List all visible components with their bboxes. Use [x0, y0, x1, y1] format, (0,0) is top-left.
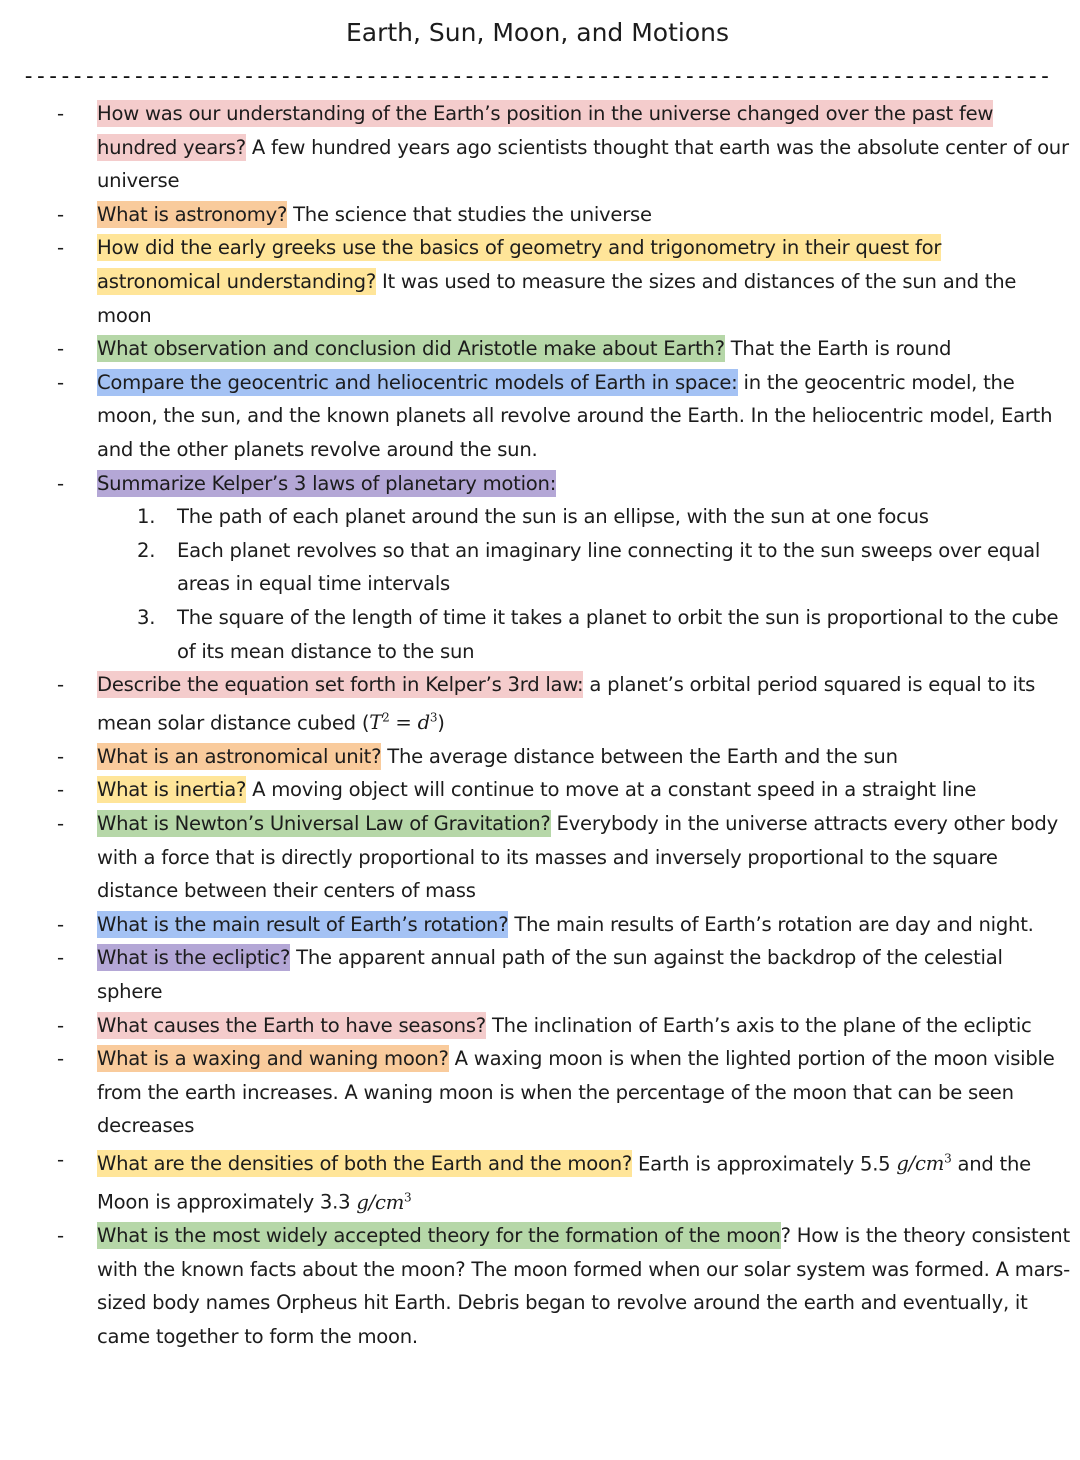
list-item	[0, 807, 1070, 908]
answer-text: It was used to measure the sizes and distances of the sun and the moon	[97, 269, 1017, 327]
law-item	[97, 601, 1070, 668]
answer-text: A few hundred years ago scientists thought that earth was the absolute center of our universe	[97, 135, 1069, 193]
answer-text: Earth is approximately 5.5	[632, 1152, 897, 1176]
question-highlight: What causes the Earth to have seasons?	[97, 1013, 486, 1037]
list-item	[0, 908, 1070, 942]
bullet-dash: -	[57, 471, 64, 495]
list-item	[0, 1143, 1070, 1219]
bullet-dash: -	[57, 744, 64, 768]
question-highlight: Summarize Kelper’s 3 laws of planetary motion:	[97, 471, 557, 495]
law-text: The square of the length of time it takes a planet to orbit the sun is proportional to the cube of its mean distance to the sun	[177, 605, 1059, 663]
list-item	[0, 467, 1070, 669]
list-item	[0, 366, 1070, 467]
law-number: 3.	[137, 605, 156, 629]
bullet-dash: -	[57, 202, 64, 226]
question-highlight: What is the most widely accepted theory for the formation of the moon	[97, 1224, 781, 1248]
list-item	[0, 1009, 1070, 1043]
qa-list	[0, 97, 1070, 1354]
law-item	[97, 500, 1070, 534]
law-number: 1.	[137, 505, 156, 529]
answer-text: The inclination of Earth’s axis to the plane of the ecliptic	[485, 1013, 1032, 1037]
list-item	[0, 941, 1070, 1008]
list-item	[0, 231, 1070, 332]
list-item	[0, 332, 1070, 366]
answer-text: The apparent annual path of the sun against the backdrop of the celestial sphere	[97, 946, 1003, 1003]
math-base: = d	[389, 711, 430, 735]
math-expression	[356, 1191, 411, 1214]
math-expression	[896, 1152, 951, 1175]
list-item	[0, 1219, 1070, 1353]
question-highlight: How did the early greeks use the basics of geometry and trigonometry in their quest for astronomical understanding?	[97, 236, 942, 293]
question-highlight: Compare the geocentric and heliocentric models of Earth in space:	[97, 370, 738, 394]
bullet-dash: -	[57, 1224, 64, 1248]
bullet-dash: -	[57, 370, 64, 394]
bullet-dash: -	[57, 946, 64, 970]
answer-text: a planet’s orbital period squared is equal to its mean solar distance cubed (	[97, 673, 1036, 735]
question-highlight: What are the densities of both the Earth and the moon?	[97, 1152, 633, 1176]
answer-text: ? How is the theory consistent with the known facts about the moon? The moon formed when our solar system was formed. A mars-sized body names Orpheus hit Earth. Debris began to revolve around the earth and eventually, it came together to form the moon.	[97, 1224, 1070, 1348]
math-base: g/cm	[896, 1152, 945, 1176]
math-exponent: 3	[429, 710, 438, 725]
math-exponent: 2	[382, 710, 390, 725]
bullet-dash: -	[57, 812, 64, 835]
answer-text: That the Earth is round	[724, 337, 952, 361]
question-highlight: How was our understanding of the Earth’s position in the universe changed over the past few hundred years?	[97, 102, 994, 159]
laws-list	[97, 500, 1070, 668]
question-highlight: Describe the equation set forth in Kelper’s 3rd law:	[97, 673, 584, 697]
math-base: T	[369, 711, 383, 735]
bullet-dash: -	[57, 1013, 64, 1037]
list-item	[0, 97, 1070, 198]
math-expression	[369, 711, 389, 734]
math-base: g/cm	[356, 1190, 405, 1214]
bullet-dash: -	[57, 673, 64, 697]
answer-text: A moving object will continue to move at a constant speed in a straight line	[246, 778, 977, 802]
bullet-dash: -	[57, 337, 64, 361]
answer-text: in the geocentric model, the moon, the sun, and the known planets all revolve around the Earth. In the heliocentric model, Earth and the other planets revolve around the sun.	[97, 370, 1053, 461]
question-highlight: What is the ecliptic?	[97, 946, 291, 970]
answer-text: Everybody in the universe attracts every other body with a force that is directly proportional to its masses and inversely proportional to the square distance between their centers of mass	[97, 812, 1058, 903]
bullet-dash: -	[57, 102, 64, 125]
list-item	[0, 1042, 1070, 1143]
divider: ------------------------------------------------------------------------------------	[22, 64, 1051, 89]
question-highlight: What is inertia?	[97, 778, 247, 802]
question-highlight: What observation and conclusion did Aristotle make about Earth?	[97, 337, 725, 361]
page-title: Earth, Sun, Moon, and Motions	[345, 18, 730, 47]
law-text: Each planet revolves so that an imaginary line connecting it to the sun sweeps over equal areas in equal time intervals	[177, 538, 1041, 596]
bullet-dash: -	[57, 1147, 64, 1171]
law-number: 2.	[137, 538, 156, 562]
math-exponent: 3	[404, 1190, 412, 1205]
question-highlight: What is an astronomical unit?	[97, 744, 382, 768]
bullet-dash: -	[57, 778, 64, 802]
law-text: The path of each planet around the sun is an ellipse, with the sun at one focus	[177, 505, 929, 529]
bullet-dash: -	[57, 912, 64, 936]
question-highlight: What is the main result of Earth’s rotation?	[97, 912, 509, 936]
question-highlight: What is a waxing and waning moon?	[97, 1047, 449, 1071]
answer-text: The average distance between the Earth and the sun	[381, 744, 898, 768]
list-item	[0, 668, 1070, 740]
list-item	[0, 773, 1070, 807]
answer-text: and the Moon is approximately 3.3	[97, 1152, 1031, 1214]
bullet-dash: -	[57, 1047, 64, 1071]
law-item	[97, 534, 1070, 601]
answer-text: A waxing moon is when the lighted portion of the moon visible from the earth increases. A waning moon is when the percentage of the moon that can be seen decreases	[97, 1047, 1055, 1138]
question-highlight: What is Newton’s Universal Law of Gravitation?	[97, 812, 551, 835]
list-item	[0, 740, 1070, 774]
answer-text: )	[437, 711, 445, 735]
math-exponent: 3	[944, 1151, 952, 1166]
list-item	[0, 198, 1070, 232]
answer-text: The main results of Earth’s rotation are day and night.	[508, 912, 1034, 936]
question-highlight: What is astronomy?	[97, 202, 288, 226]
answer-text: The science that studies the universe	[287, 202, 652, 226]
bullet-dash: -	[57, 236, 64, 260]
math-expression	[389, 711, 437, 734]
